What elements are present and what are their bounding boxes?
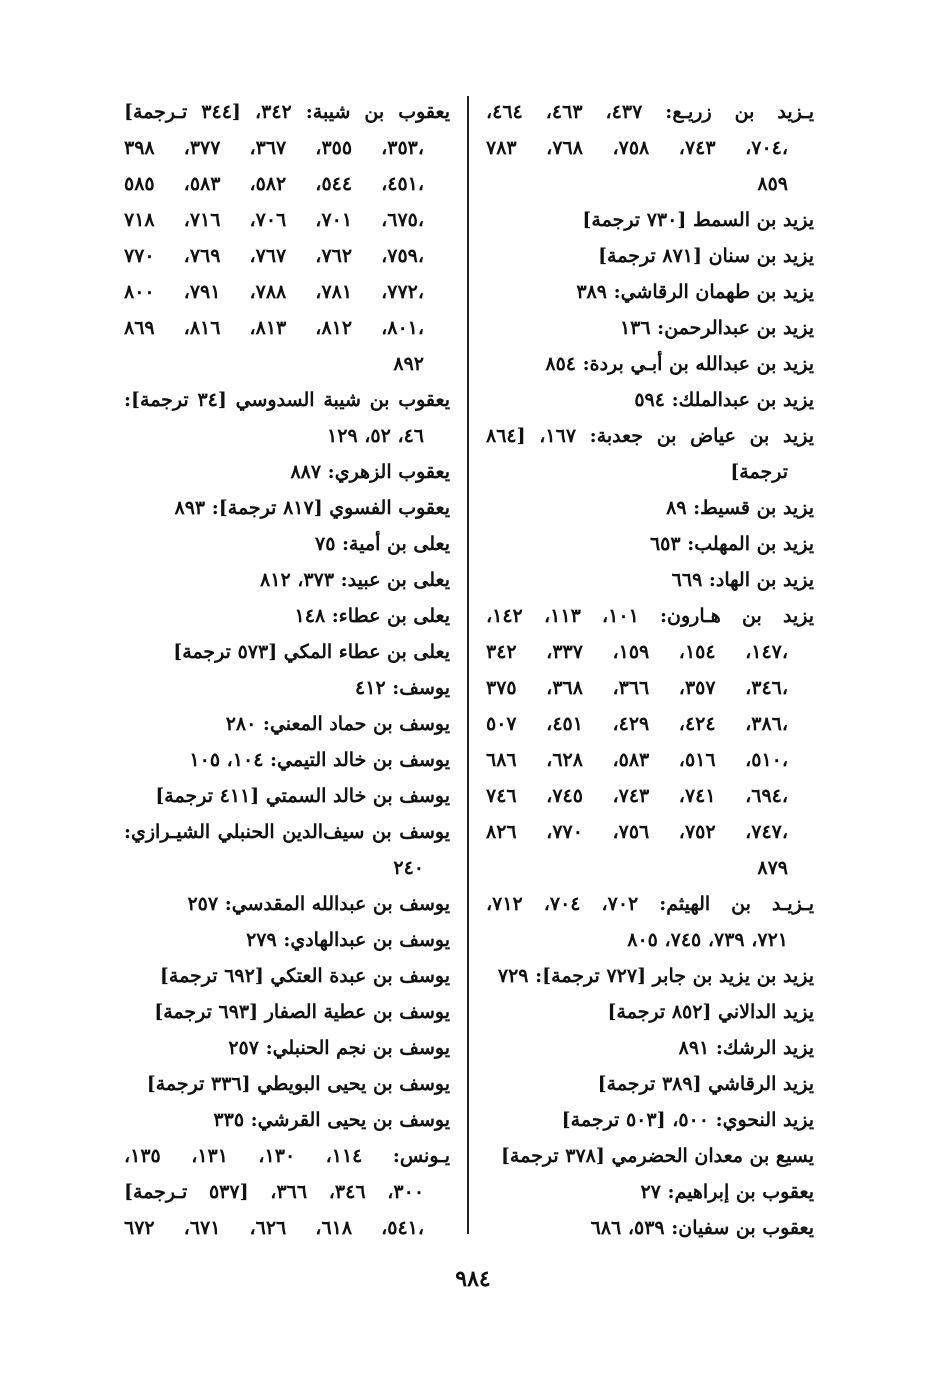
- index-entry: يزيد بن عبدالرحمن: ١٣٦: [619, 317, 814, 339]
- index-entry: يعقوب بن شيبة: ٣٤٢، [٣٤٤ تـرجمة]: [124, 101, 450, 123]
- index-entry: يزيد بن المهلب: ٦٥٣: [649, 533, 814, 555]
- index-entry-continuation: ٧٤٧، ٧٥٢، ٧٥٦، ٧٧٠، ٨٢٦،: [486, 821, 789, 843]
- index-entry: يزيد بن عبدالله بن أبـي بردة: ٨٥٤: [545, 353, 814, 375]
- index-entry: يزيد النحوي: ٥٠٠، [٥٠٣ ترجمة]: [561, 1109, 814, 1131]
- index-entry: يزيد بن عبدالملك: ٥٩٤: [634, 389, 814, 411]
- index-entry: يعقوب الزهري: ٨٨٧: [290, 461, 450, 483]
- index-entry: يزيد بن قسيط: ٨٩: [666, 497, 814, 519]
- index-entry: يـزيـد بن الهيثم: ٧٠٢، ٧٠٤، ٧١٢،: [486, 893, 814, 915]
- index-entry-continuation: ٤٦، ٥٢، ١٢٩: [327, 425, 424, 447]
- index-entry-continuation: ٨٥٩: [757, 173, 788, 195]
- index-entry: يزيد الدالاني [٨٥٢ ترجمة]: [607, 1001, 814, 1023]
- index-entry-continuation: ٥١٠، ٥١٦، ٥٨٣، ٦٢٨، ٦٨٦،: [486, 749, 789, 771]
- index-entry: يوسف بن عبدالهادي: ٢٧٩: [246, 929, 450, 951]
- index-entry: يزيد بن الهاد: ٦٦٩: [671, 569, 814, 591]
- index-entry: يوسف بن حماد المعني: ٢٨٠: [225, 713, 450, 735]
- index-entry: يزيد بن يزيد بن جابر [٧٢٧ ترجمة]: ٧٢٩: [497, 965, 814, 987]
- index-entry: يـزيد بن زريـع: ٤٣٧، ٤٦٣، ٤٦٤،: [486, 101, 814, 123]
- index-entry-continuation: ٦٩٤، ٧٤١، ٧٤٣، ٧٤٥، ٧٤٦،: [486, 785, 789, 807]
- index-entry: يعلى بن عطاء: ١٤٨: [294, 605, 450, 627]
- right-index-column: [486, 94, 814, 1246]
- index-entry-continuation: ٧٢١، ٧٣٩، ٧٤٥، ٨٠٥: [627, 929, 788, 951]
- index-entry: يعلى بن عبيد: ٣٧٣، ٨١٢: [260, 569, 450, 591]
- index-entry: يوسف بن يحيى البويطي [٣٣٦ ترجمة]: [146, 1073, 450, 1095]
- index-entry-continuation: ٨٠١، ٨١٢، ٨١٣، ٨١٦، ٨٦٩،: [124, 317, 425, 339]
- index-entry-continuation: ١٤٧، ١٥٤، ١٥٩، ٣٣٧، ٣٤٢،: [486, 641, 789, 663]
- index-entry: يوسف بن عطية الصفار [٦٩٣ ترجمة]: [154, 1001, 450, 1023]
- index-entry: يعقوب بن إبراهيم: ٢٧: [640, 1181, 814, 1203]
- index-entry: يعقوب الفسوي [٨١٧ ترجمة]: ٨٩٣: [174, 497, 450, 519]
- index-entry: يزيد الرقاشي [٣٨٩ ترجمة]: [597, 1073, 814, 1095]
- index-entry: يعلى بن أمية: ٧٥: [315, 533, 450, 555]
- index-entry: يوسف بن نجم الحنبلي: ٢٥٧: [228, 1037, 450, 1059]
- index-entry: يعقوب بن شيبة السدوسي [٣٤ ترجمة]:: [124, 389, 450, 411]
- index-entry-continuation: ترجمة]: [730, 461, 788, 483]
- index-entry-continuation: ٧٠٤، ٧٤٣، ٧٥٨، ٧٦٨، ٧٨٣،: [486, 137, 789, 159]
- index-entry-continuation: ٨٩٢: [393, 353, 424, 375]
- index-entry: يسيع بن معدان الحضرمي [٣٧٨ ترجمة]: [500, 1145, 814, 1167]
- index-entry: يوسف بن يحيى القرشي: ٣٣٥: [213, 1109, 450, 1131]
- index-entry-continuation: ٥٤١، ٦١٨، ٦٢٦، ٦٧١، ٦٧٢،: [124, 1217, 425, 1239]
- index-entry: يوسف بن عبدة العتكي [٦٩٢ ترجمة]: [159, 965, 450, 987]
- index-entry: يزيد بن السمط [٧٣٠ ترجمة]: [582, 209, 814, 231]
- index-entry: يوسف بن خالد السمتي [٤١١ ترجمة]: [155, 785, 450, 807]
- index-entry-continuation: ٣٤٦، ٣٥٧، ٣٦٦، ٣٦٨، ٣٧٥،: [486, 677, 789, 699]
- index-entry-continuation: ٢٤٠: [393, 857, 424, 879]
- left-index-column: [124, 94, 450, 1246]
- index-entry: يوسف: ٤١٢: [355, 677, 450, 699]
- index-entry: يزيد بن هـارون: ١٠١، ١١٣، ١٤٢،: [486, 605, 814, 627]
- index-entry-continuation: ٤٥١، ٥٤٤، ٥٨٢، ٥٨٣، ٥٨٥،: [124, 173, 425, 195]
- index-entry-continuation: ٧٧٢، ٧٨١، ٧٨٨، ٧٩١، ٨٠٠،: [124, 281, 425, 303]
- index-entry-continuation: ٦٧٥، ٧٠١، ٧٠٦، ٧١٦، ٧١٨،: [124, 209, 425, 231]
- index-entry: يزيد بن سنان [٨٧١ ترجمة]: [598, 245, 814, 267]
- index-entry-continuation: ٧٥٩، ٧٦٢، ٧٦٧، ٧٦٩، ٧٧٠،: [124, 245, 425, 267]
- page-number: ٩٨٤: [455, 1266, 491, 1292]
- index-entry: يزيد الرشك: ٨٩١: [678, 1037, 814, 1059]
- index-entry: يعقوب بن سفيان: ٥٣٩، ٦٨٦: [590, 1217, 814, 1239]
- index-entry: يزيد بن عياض بن جعدبة: ١٦٧، [٨٦٤: [486, 425, 814, 447]
- index-entry-continuation: ٣٨٦، ٤٢٤، ٤٢٩، ٤٥١، ٥٠٧،: [486, 713, 789, 735]
- column-divider: [467, 96, 469, 1234]
- index-entry: يوسف بن خالد التيمي: ١٠٤، ١٠٥: [189, 749, 450, 771]
- index-entry: يـونس: ١١٤، ١٣٠، ١٣١، ١٣٥،: [124, 1145, 450, 1167]
- index-entry: يزيد بن طهمان الرقاشي: ٣٨٩: [576, 281, 814, 303]
- index-entry-continuation: ٣٥٣، ٣٥٥، ٣٦٧، ٣٧٧، ٣٩٨،: [124, 137, 425, 159]
- index-entry-continuation: ٨٧٩: [757, 857, 788, 879]
- index-entry-continuation: ٣٠٠، ٣٤٦، ٣٦٦، [٥٣٧ تـرجمة]: [124, 1181, 425, 1203]
- index-entry: يوسف بن سيف‌الدين الحنبلي الشيـرازي:: [124, 821, 450, 843]
- index-entry: يعلى بن عطاء المكي [٥٧٣ ترجمة]: [173, 641, 450, 663]
- index-entry: يوسف بن عبدالله المقدسي: ٢٥٧: [187, 893, 450, 915]
